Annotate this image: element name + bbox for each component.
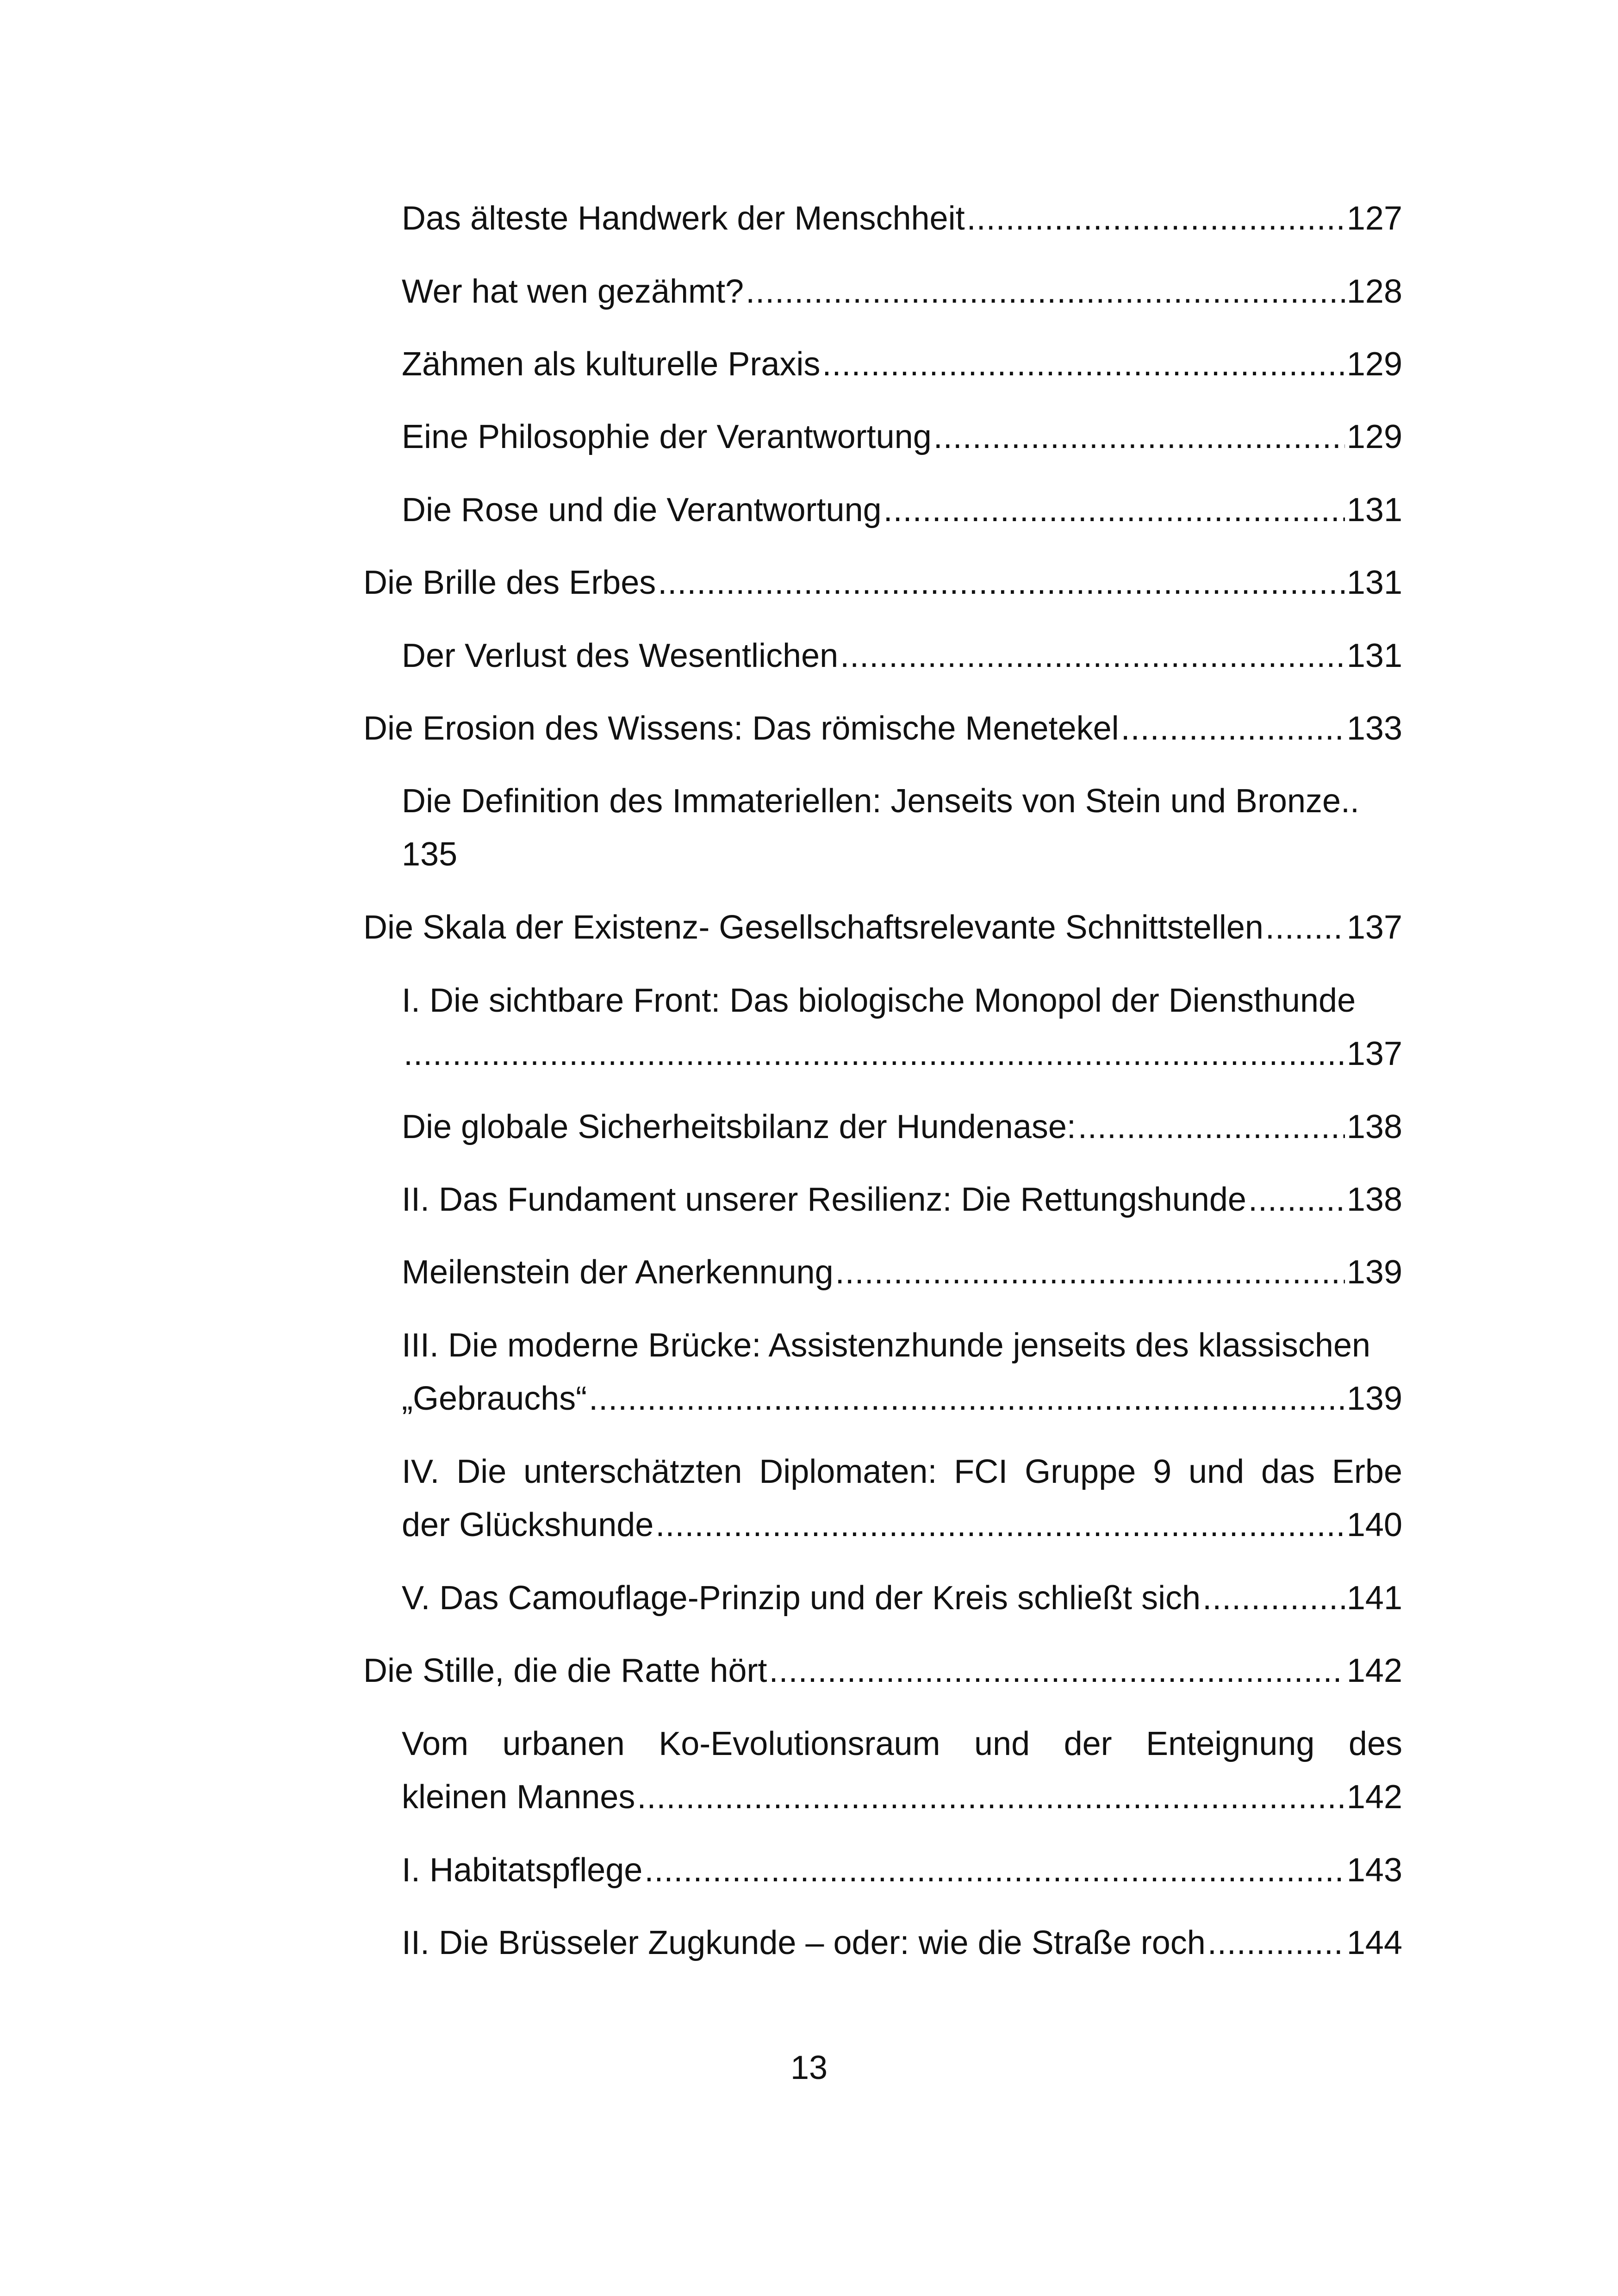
toc-entry-page: 128 [1346, 273, 1402, 310]
toc-entry-title: Die Skala der Existenz- Gesellschaftsrelevante Schnittstellen [363, 909, 1263, 946]
toc-entry-title: IV. Die unterschätzten Diplomaten: FCI Gruppe 9 und das Erbe [402, 1453, 1402, 1490]
toc-entry-page: 138 [1346, 1108, 1402, 1145]
toc-entry[interactable] [402, 1455, 1402, 1542]
toc-entry-page: 144 [1346, 1924, 1402, 1961]
toc-entry-page: 140 [1346, 1506, 1402, 1543]
toc-entry-page: 139 [1346, 1380, 1402, 1417]
toc-entry[interactable] [402, 275, 1402, 308]
toc-entry-page: 143 [1346, 1852, 1402, 1889]
leader-dots [658, 566, 1345, 599]
toc-entry-title: Zähmen als kulturelle Praxis [402, 346, 821, 383]
toc-entry-page: 142 [1346, 1652, 1402, 1689]
toc-entry-title: Die Rose und die Verantwortung [402, 492, 882, 529]
leader-dots [835, 1256, 1345, 1289]
toc-entry[interactable] [402, 1926, 1402, 1960]
toc-entry-title: Die Erosion des Wissens: Das römische Menetekel [363, 710, 1119, 747]
toc-entry-title: Die Brille des Erbes [363, 564, 656, 601]
toc-entry-page: 131 [1346, 637, 1402, 674]
toc-entry-page: 131 [1346, 564, 1402, 601]
toc-entry-title: Die globale Sicherheitsbilanz der Hundenase: [402, 1108, 1076, 1145]
toc-entry-title: Das älteste Handwerk der Menschheit [402, 200, 965, 237]
toc-entry[interactable] [402, 420, 1402, 454]
toc-entry-title: Der Verlust des Wesentlichen [402, 637, 839, 674]
page-number: 13 [790, 2049, 828, 2086]
toc-entry[interactable] [402, 348, 1402, 381]
toc-entry-title: II. Die Brüsseler Zugkunde – oder: wie die Straße roch [402, 1924, 1206, 1961]
toc-entry-page: 131 [1346, 492, 1402, 529]
toc-entry-page: 137 [1346, 1035, 1402, 1072]
toc-entry-title: Die Stille, die die Ratte hört [363, 1652, 767, 1689]
toc-entry-title: I. Habitatspflege [402, 1852, 643, 1889]
toc-entry-title: II. Das Fundament unserer Resilienz: Die Rettungshunde [402, 1181, 1246, 1218]
toc-entry-page: 141 [1346, 1580, 1402, 1617]
toc-entry[interactable] [363, 1654, 1402, 1687]
leader-dots [644, 1854, 1345, 1887]
toc-entry[interactable] [402, 1329, 1402, 1415]
toc-entry-title: I. Die sichtbare Front: Das biologische Monopol der Diensthunde [402, 982, 1356, 1019]
toc-entry-title-cont: der Glückshunde [402, 1506, 654, 1543]
toc-entry[interactable] [402, 493, 1402, 527]
toc-entry-title: Vom urbanen Ko-Evolutionsraum und der Enteignung des [402, 1725, 1402, 1762]
toc-entry-title: V. Das Camouflage-Prinzip und der Kreis schließt sich [402, 1580, 1201, 1617]
toc-entry[interactable] [402, 1256, 1402, 1289]
toc-entry-title-cont: kleinen Mannes [402, 1779, 635, 1816]
leader-dots [1078, 1110, 1345, 1144]
leader-dots [589, 1382, 1345, 1415]
toc-entry-title-cont: „Gebrauchs“ [402, 1380, 587, 1417]
leader-dots [746, 275, 1345, 308]
leader-dots [1265, 911, 1345, 944]
toc-entry-page: 135 [402, 836, 458, 873]
leader-dots [967, 202, 1345, 235]
toc-entry[interactable] [402, 639, 1402, 672]
toc-entry[interactable] [363, 911, 1402, 944]
toc-entry[interactable] [402, 202, 1402, 235]
toc-entry[interactable] [402, 1854, 1402, 1887]
toc-entry-page: 129 [1346, 418, 1402, 455]
toc-entry-page: 133 [1346, 710, 1402, 747]
leader-dots [769, 1654, 1344, 1687]
toc-entry[interactable] [402, 1183, 1402, 1216]
toc-entry[interactable] [402, 784, 1402, 871]
toc-entry-page: 137 [1346, 909, 1402, 946]
toc-entry-page: 129 [1346, 346, 1402, 383]
leader-dots [1202, 1581, 1345, 1615]
toc-entry-title: III. Die moderne Brücke: Assistenzhunde jenseits des klassischen [402, 1327, 1371, 1364]
toc-entry[interactable] [402, 984, 1402, 1070]
leader-dots [637, 1780, 1345, 1814]
toc-entry[interactable] [402, 1727, 1402, 1814]
leader-dots [1121, 712, 1345, 745]
toc-entry-page: 142 [1346, 1779, 1402, 1816]
leader-dots [1248, 1183, 1345, 1216]
leader-dots [655, 1508, 1345, 1542]
leader-dots [404, 1037, 1345, 1070]
toc-entry-title: Die Definition des Immateriellen: Jenseits von Stein und Bronze.. [402, 783, 1360, 820]
toc-entry-page: 138 [1346, 1181, 1402, 1218]
toc-entry[interactable] [402, 1110, 1402, 1144]
toc-entry-page: 127 [1346, 200, 1402, 237]
toc-entry-title: Wer hat wen gezähmt? [402, 273, 744, 310]
leader-dots [884, 493, 1345, 527]
toc-entry-title: Meilenstein der Anerkennung [402, 1254, 834, 1291]
toc-entry-title: Eine Philosophie der Verantwortung [402, 418, 932, 455]
toc-entry-page: 139 [1346, 1254, 1402, 1291]
leader-dots [822, 348, 1345, 381]
leader-dots [840, 639, 1345, 672]
toc-entry[interactable] [402, 1581, 1402, 1615]
toc-entry[interactable] [363, 712, 1402, 745]
leader-dots [1207, 1926, 1345, 1960]
leader-dots [933, 420, 1345, 454]
toc-entry[interactable] [363, 566, 1402, 599]
